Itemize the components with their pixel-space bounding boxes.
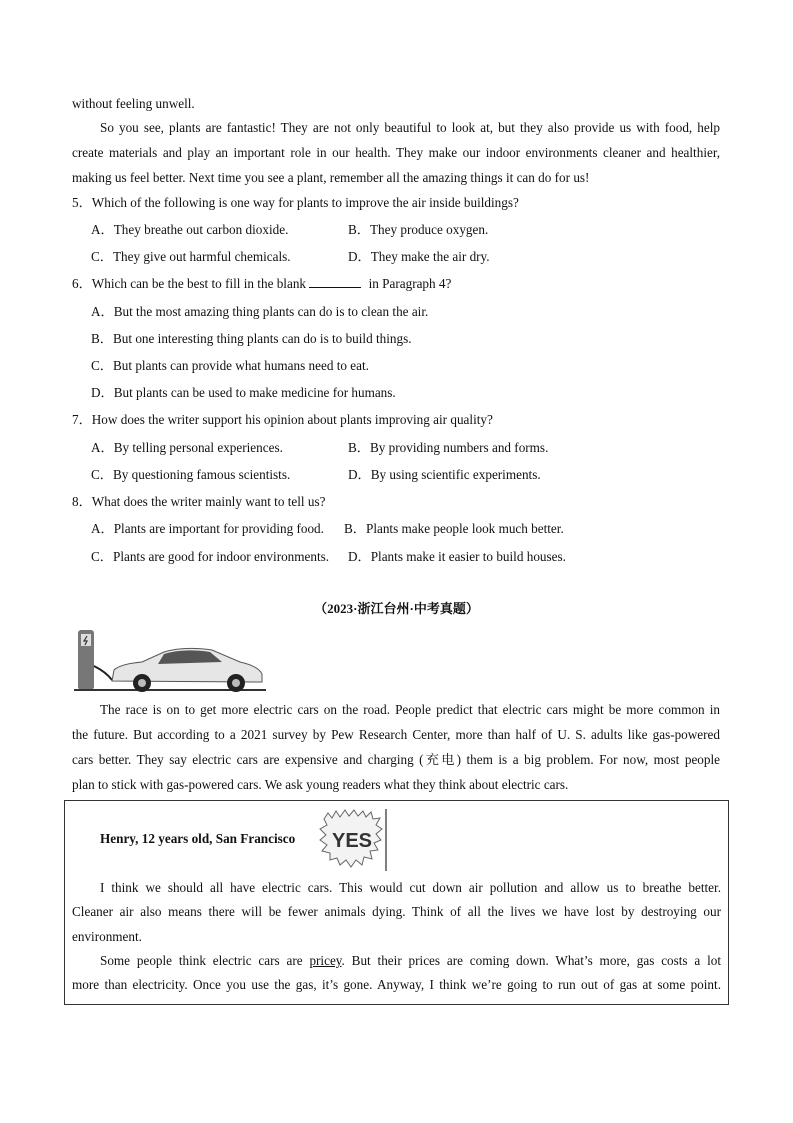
passage-line-1: The race is on to get more electric cars on the road. People predict that electric cars might be more common in xyxy=(100,702,720,717)
question-6-option-b[interactable]: B．But one interesting thing plants can do is to build things. xyxy=(91,331,412,346)
question-8-stem: 8．What does the writer mainly want to tell us? xyxy=(72,494,326,509)
charging-station-icon xyxy=(78,630,112,690)
henry-p2-line-1 xyxy=(100,953,721,969)
car-icon xyxy=(112,648,262,692)
question-6-stem-before: 6．Which can be the best to fill in the blank xyxy=(72,276,307,291)
question-8-option-b[interactable]: B．Plants make people look much better. xyxy=(344,521,564,536)
question-6-stem xyxy=(72,276,451,292)
henry-p1-line-1: I think we should all have electric cars. This would cut down air pollution and allow us to breathe better. xyxy=(100,880,721,895)
question-7-option-a[interactable]: A．By telling personal experiences. xyxy=(91,440,283,455)
question-5-option-b[interactable]: B．They produce oxygen. xyxy=(348,222,489,237)
question-6-option-d[interactable]: D．But plants can be used to make medicine for humans. xyxy=(91,385,396,400)
passage-line-4: plan to stick with gas-powered cars. We ask young readers what they think about electric cars. xyxy=(72,777,569,792)
question-6-option-c[interactable]: C．But plants can provide what humans need to eat. xyxy=(91,358,369,373)
question-7-option-d[interactable]: D．By using scientific experiments. xyxy=(348,467,541,482)
fill-blank xyxy=(309,276,361,288)
henry-p1-line-2: Cleaner air also means there will be fewer animals dying. Think of all the lives we have lost by destroying our xyxy=(72,904,721,919)
henry-p2-line-2: more than electricity. Once you use the gas, it’s gone. Anyway, I think we’re going to run out of gas at some point. xyxy=(72,977,721,992)
source-heading: （2023·浙江台州·中考真题） xyxy=(314,601,479,616)
conclusion-line-2: create materials and play an important role in our health. They make our indoor environments cleaner and healthier, xyxy=(72,145,720,160)
question-8-option-d[interactable]: D．Plants make it easier to build houses. xyxy=(348,549,566,564)
question-6-option-a[interactable]: A．But the most amazing thing plants can do is to clean the air. xyxy=(91,304,429,319)
passage-line-3: cars better. They say electric cars are expensive and charging (充电) them is a big problem. For now, most people xyxy=(72,752,720,767)
question-5-option-a[interactable]: A．They breathe out carbon dioxide. xyxy=(91,222,289,237)
continuation-text: without feeling unwell. xyxy=(72,96,195,111)
question-7-option-c[interactable]: C．By questioning famous scientists. xyxy=(91,467,291,482)
conclusion-line-3: making us feel better. Next time you see a plant, remember all the amazing things it can do for us! xyxy=(72,170,590,185)
question-5-stem: 5．Which of the following is one way for plants to improve the air inside buildings? xyxy=(72,195,519,210)
henry-title: Henry, 12 years old, San Francisco xyxy=(100,831,296,846)
question-8-option-c[interactable]: C．Plants are good for indoor environments. xyxy=(91,549,330,564)
question-7-option-b[interactable]: B．By providing numbers and forms. xyxy=(348,440,549,455)
henry-p2-before: Some people think electric cars are xyxy=(100,953,303,968)
pricey-word: pricey xyxy=(309,953,342,968)
conclusion-line-1: So you see, plants are fantastic! They are not only beautiful to look at, but they also provide us with food, help xyxy=(100,120,720,135)
opinion-box-henry xyxy=(64,800,729,1005)
henry-p2-after: . But their prices are coming down. What’s more, gas costs a lot xyxy=(341,953,722,968)
question-5-option-d[interactable]: D．They make the air dry. xyxy=(348,249,490,264)
passage-line-2: the future. But according to a 2021 survey by Pew Research Center, more than half of U. S. adults like gas-powered xyxy=(72,727,720,742)
question-7-stem: 7．How does the writer support his opinion about plants improving air quality? xyxy=(72,412,493,427)
yes-badge-text: YES xyxy=(331,830,373,852)
question-6-stem-after: in Paragraph 4? xyxy=(368,276,452,291)
question-5-option-c[interactable]: C．They give out harmful chemicals. xyxy=(91,249,291,264)
question-8-option-a[interactable]: A．Plants are important for providing food. xyxy=(91,521,324,536)
henry-p1-line-3: environment. xyxy=(72,929,142,944)
yes-badge-icon xyxy=(318,807,388,871)
electric-car-illustration xyxy=(72,626,268,694)
